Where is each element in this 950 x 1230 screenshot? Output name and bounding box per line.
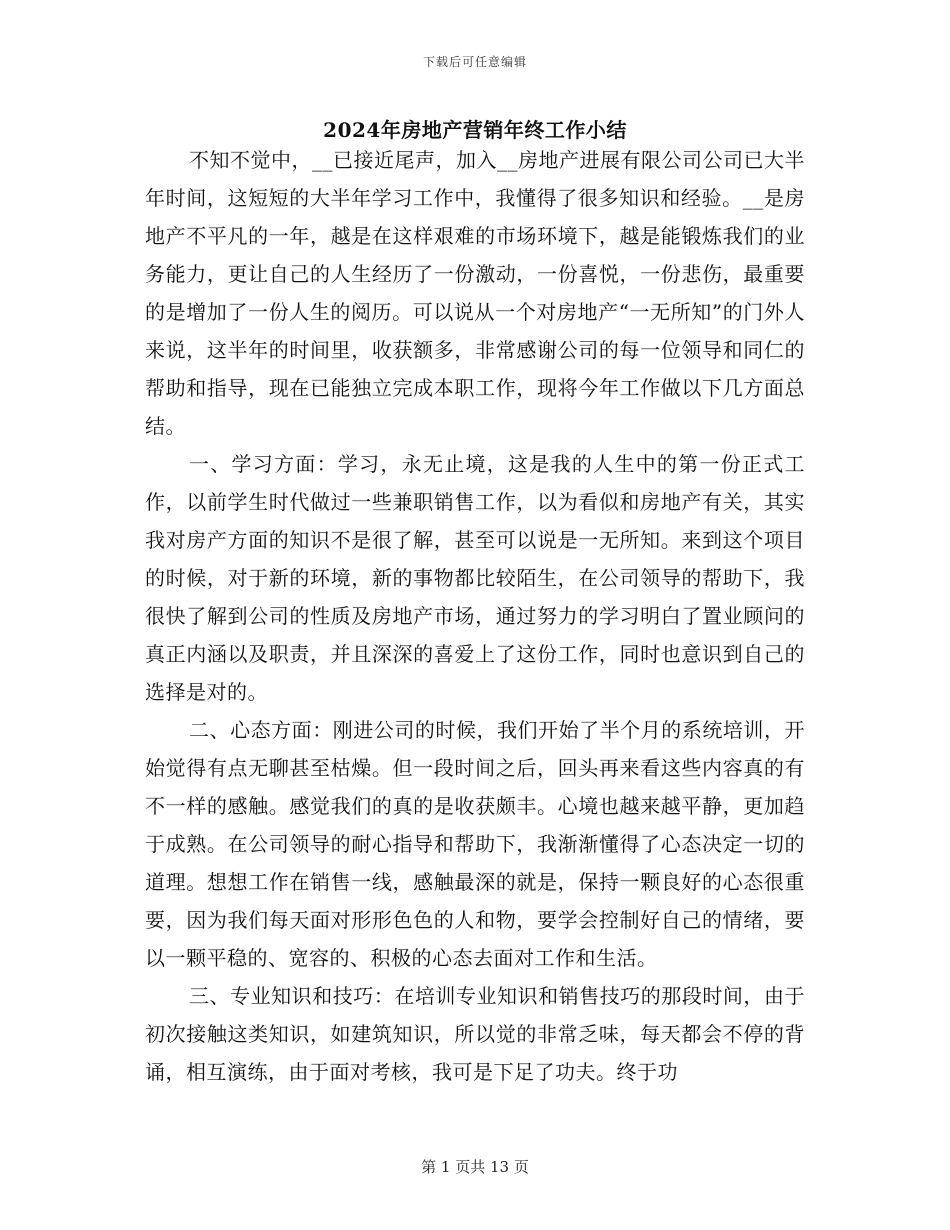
- document-body: [145, 141, 805, 1091]
- paragraph-skills: 三、专业知识和技巧：在培训专业知识和销售技巧的那段时间，由于初次接触这类知识，如建筑知识，所以觉的非常乏味，每天都会不停的背诵，相互演练，由于面对考核，我可是下足了功夫。终于功: [145, 984, 805, 1084]
- paragraph-mindset: 二、心态方面：刚进公司的时候，我们开始了半个月的系统培训，开始觉得有点无聊甚至枯燥。但一段时间之后，回头再来看这些内容真的有不一样的感触。感觉我们的真的是收获颇丰。心境也越来越平静，更加趋于成熟。在公司领导的耐心指导和帮助下，我渐渐懂得了心态决定一切的道理。想想工作在销售一线，感触最深的就是，保持一颗良好的心态很重要，因为我们每天面对形形色色的人和物，要学会控制好自己的情绪，要以一颗平稳的、宽容的、积极的心态去面对工作和生活。: [145, 718, 805, 970]
- document-title: 2024年房地产营销年终工作小结: [323, 118, 627, 142]
- page-number: 第 1 页共 13 页: [421, 1158, 529, 1176]
- header-note: 下载后可任意编辑: [422, 55, 527, 69]
- paragraph-study: 一、学习方面：学习，永无止境，这是我的人生中的第一份正式工作，以前学生时代做过一些兼职销售工作，以为看似和房地产有关，其实我对房产方面的知识不是很了解，甚至可以说是一无所知。来到这个项目的时候，对于新的环境，新的事物都比较陌生，在公司领导的帮助下，我很快了解到公司的性质及房地产市场，通过努力的学习明白了置业顾问的真正内涵以及职责，并且深深的喜爱上了这份工作，同时也意识到自己的选择是对的。: [145, 452, 805, 704]
- paragraph-intro: 不知不觉中，__已接近尾声，加入__房地产进展有限公司公司已大半年时间，这短短的大半年学习工作中，我懂得了很多知识和经验。__是房地产不平凡的一年，越是在这样艰难的市场环境下，越是能锻炼我们的业务能力，更让自己的人生经历了一份激动，一份喜悦，一份悲伤，最重要的是增加了一份人生的阅历。可以说从一个对房地产“一无所知”的门外人来说，这半年的时间里，收获额多，非常感谢公司的每一位领导和同仁的帮助和指导，现在已能独立完成本职工作，现将今年工作做以下几方面总结。: [145, 148, 805, 438]
